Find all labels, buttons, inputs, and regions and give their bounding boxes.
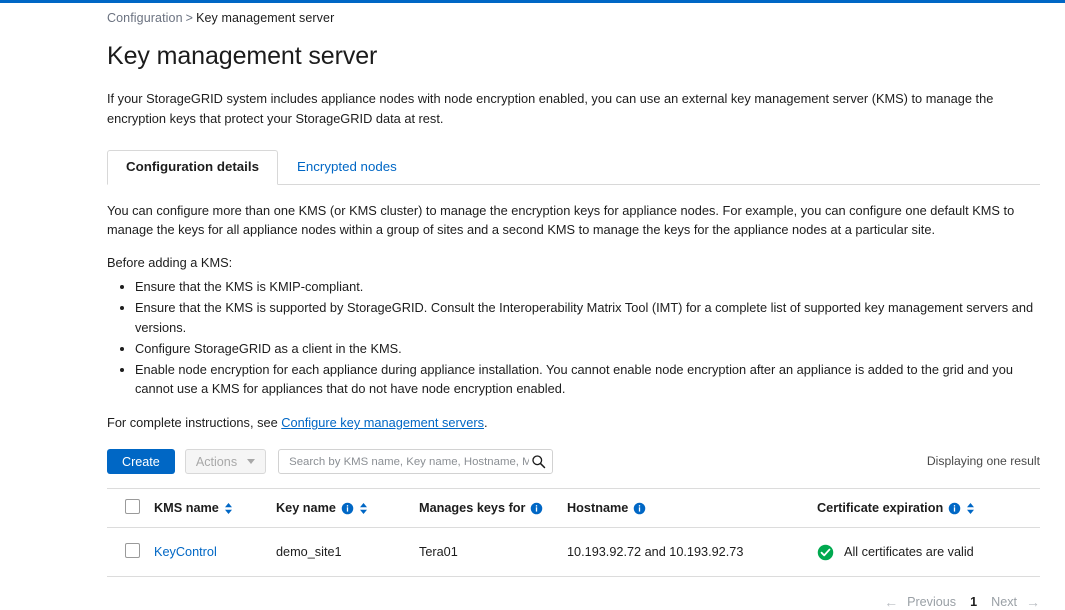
- column-manages-keys-for: [419, 489, 567, 528]
- list-item: • Configure StorageGRID as a client in the KMS.: [135, 339, 1037, 359]
- search-box[interactable]: [278, 449, 553, 474]
- table-toolbar: [107, 449, 1040, 474]
- instructions-line: [107, 415, 1047, 430]
- sort-icon[interactable]: [359, 502, 368, 515]
- list-item: • Ensure that the KMS is KMIP-compliant.: [135, 277, 1037, 297]
- table-header: [107, 489, 1040, 528]
- info-icon[interactable]: [948, 502, 961, 515]
- kms-name-link[interactable]: KeyControl: [154, 545, 217, 560]
- info-icon[interactable]: [341, 502, 354, 515]
- cell-kms-name: [154, 528, 276, 577]
- column-key-name: [276, 489, 419, 528]
- kms-table: [107, 488, 1040, 577]
- page-title: Key management server: [107, 42, 378, 70]
- certificate-status-text: All certificates are valid: [844, 545, 974, 560]
- breadcrumb: [107, 3, 1047, 25]
- tab-configuration-details[interactable]: Configuration details: [107, 150, 278, 184]
- main-content: [107, 3, 1047, 610]
- cell-manages-keys-for: Tera01: [419, 528, 567, 577]
- table-body: [107, 528, 1040, 577]
- previous-button[interactable]: Previous: [907, 595, 957, 610]
- column-hostname: [567, 489, 817, 528]
- tab-bar: [107, 151, 1040, 185]
- column-certificate-expiration: [817, 489, 1040, 528]
- sort-icon[interactable]: [966, 502, 975, 515]
- before-adding-label: Before adding a KMS:: [107, 255, 233, 271]
- cell-key-name: demo_site1: [276, 528, 419, 577]
- create-button[interactable]: Create: [107, 449, 175, 474]
- page-number-1[interactable]: 1: [970, 595, 978, 610]
- search-input[interactable]: [287, 455, 531, 469]
- details-paragraph: You can configure more than one KMS (or KMS cluster) to manage the encryption keys for appliance nodes. For example, you can configure one default KMS to manage the keys for all appliance nodes within a group of sites and a second KMS to manage the keys for the appliance nodes at a particular site.: [107, 202, 1015, 238]
- select-all-checkbox[interactable]: [125, 499, 140, 514]
- table-row[interactable]: [107, 528, 1040, 577]
- next-arrow-icon: →: [1026, 594, 1040, 610]
- select-all-header: [107, 489, 154, 528]
- list-item: • Ensure that the KMS is supported by StorageGRID. Consult the Interoperability Matrix Tool (IMT) for a complete list of supported key management servers and versions.: [135, 298, 1037, 338]
- search-icon[interactable]: [531, 454, 546, 469]
- table-header-row: [107, 489, 1040, 528]
- instructions-prefix: For complete instructions, see: [107, 415, 282, 431]
- row-checkbox[interactable]: [125, 543, 140, 558]
- previous-arrow-icon: ←: [884, 594, 899, 610]
- column-certificate-expiration-label: Certificate expiration: [817, 501, 944, 516]
- pagination: [107, 594, 1040, 610]
- success-check-icon: [817, 544, 834, 561]
- sort-icon[interactable]: [224, 502, 233, 515]
- actions-dropdown-label: Actions: [195, 454, 238, 469]
- column-key-name-label: Key name: [276, 501, 336, 516]
- left-rail: [0, 3, 84, 537]
- column-hostname-label: Hostname: [567, 501, 629, 516]
- chevron-down-icon: [247, 459, 255, 464]
- cell-hostname: 10.193.92.72 and 10.193.92.73: [567, 528, 817, 577]
- cell-certificate-expiration: [817, 528, 1040, 577]
- result-count: Displaying one result: [926, 454, 1040, 469]
- info-icon[interactable]: [633, 502, 646, 515]
- column-kms-name: [154, 489, 276, 528]
- row-select-cell: [107, 528, 154, 577]
- list-item: • Enable node encryption for each appliance during appliance installation. You cannot enable node encryption after an appliance is added to the grid and you cannot use a KMS for appliances that do not have node encryption enabled.: [135, 360, 1037, 400]
- instructions-suffix: .: [483, 415, 488, 431]
- breadcrumb-parent[interactable]: Configuration: [107, 11, 183, 25]
- column-kms-name-label: KMS name: [154, 501, 219, 516]
- breadcrumb-current: Key management server: [196, 11, 335, 25]
- breadcrumb-separator: >: [185, 11, 194, 25]
- column-manages-keys-for-label: Manages keys for: [419, 501, 526, 516]
- configure-kms-link[interactable]: Configure key management servers: [281, 415, 484, 431]
- tab-encrypted-nodes[interactable]: Encrypted nodes: [296, 159, 397, 175]
- page-intro-text: If your StorageGRID system includes appliance nodes with node encryption enabled, you can use an external key management server (KMS) to manage the encryption keys that protect your StorageGRID data at rest.: [107, 91, 994, 126]
- prerequisite-list: [107, 277, 1037, 399]
- actions-dropdown[interactable]: [185, 449, 266, 474]
- info-icon[interactable]: [530, 502, 543, 515]
- next-button[interactable]: Next: [991, 595, 1017, 610]
